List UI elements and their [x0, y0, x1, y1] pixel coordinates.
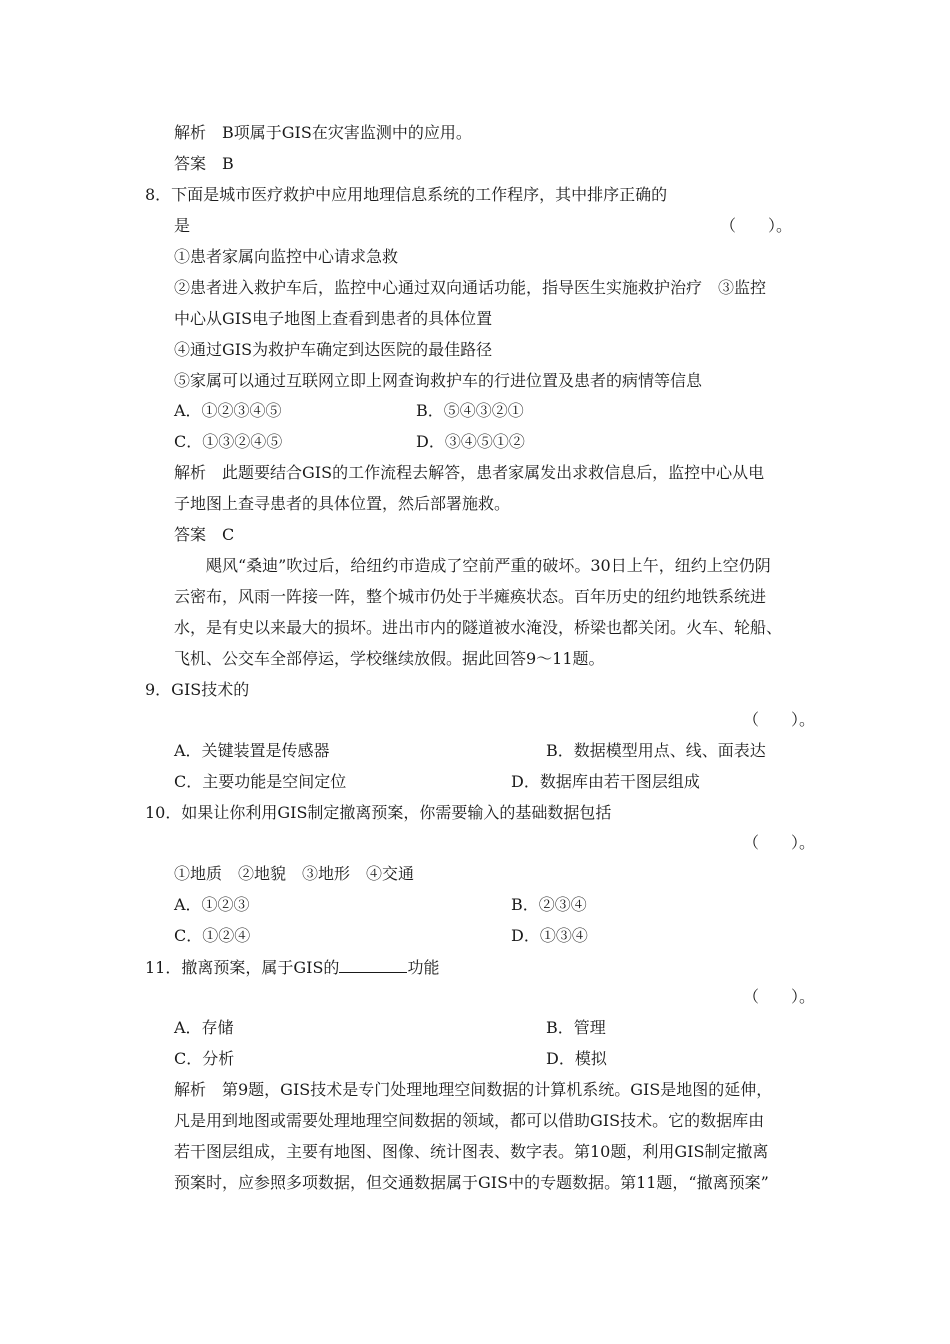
q9-11-analysis-line1: 解析 第9题，GIS技术是专门处理地理空间数据的计算机系统。GIS是地图的延伸，: [174, 1080, 773, 1099]
passage-line1: 飓风“桑迪”吹过后，给纽约市造成了空前严重的破坏。30日上午，纽约上空仍阴: [206, 556, 771, 575]
q10-stem: 10．如果让你利用GIS制定撤离预案，你需要输入的基础数据包括: [145, 803, 612, 822]
q8-step-1: ①患者家属向监控中心请求急救: [174, 247, 399, 266]
q8-step-4: ④通过GIS为救护车确定到达医院的最佳路径: [174, 340, 493, 359]
q8-step-5: ⑤家属可以通过互联网立即上网查询救护车的行进位置及患者的病情等信息: [174, 371, 703, 390]
q7-answer: 答案 B: [174, 154, 234, 173]
q10-option-b: B．②③④: [511, 895, 587, 914]
q9-answer-blank: （ ）。: [743, 710, 816, 729]
q9-option-c: C．主要功能是空间定位: [174, 772, 347, 791]
q9-option-a: A．关键装置是传感器: [174, 741, 330, 760]
q10-option-a: A．①②③: [174, 895, 250, 914]
q11-option-c: C．分析: [174, 1049, 235, 1068]
q9-option-b: B．数据模型用点、线、面表达: [546, 741, 766, 760]
q8-option-a: A．①②③④⑤: [174, 401, 282, 420]
q11-option-d: D．模拟: [546, 1049, 607, 1068]
passage-line3: 水，是有史以来最大的损坏。进出市内的隧道被水淹没，桥梁也都关闭。火车、轮船、: [174, 618, 783, 637]
q10-items: ①地质 ②地貌 ③地形 ④交通: [174, 864, 415, 883]
q11-option-a: A．存储: [174, 1018, 234, 1037]
q11-stem-after: 功能: [407, 958, 440, 977]
q10-option-d: D．①③④: [511, 926, 588, 945]
passage-line4: 飞机、公交车全部停运，学校继续放假。据此回答9～11题。: [174, 649, 605, 668]
q8-answer: 答案 C: [174, 525, 235, 544]
q8-analysis-line2: 子地图上查寻患者的具体位置，然后部署施救。: [174, 494, 511, 513]
q9-11-analysis-line2: 凡是用到地图或需要处理地理空间数据的领域，都可以借助GIS技术。它的数据库由: [174, 1111, 765, 1130]
q9-stem: 9．GIS技术的: [145, 680, 250, 699]
q11-answer-blank: （ ）。: [743, 987, 816, 1006]
q8-answer-blank: （ ）。: [720, 216, 793, 235]
q9-11-analysis-line3: 若干图层组成，主要有地图、图像、统计图表、数字表。第10题，利用GIS制定撤离: [174, 1142, 769, 1161]
q8-option-b: B．⑤④③②①: [416, 401, 524, 420]
q11-stem-before: 11．撤离预案，属于GIS的: [145, 958, 340, 977]
q10-option-c: C．①②④: [174, 926, 251, 945]
q8-stem-line1: 8．下面是城市医疗救护中应用地理信息系统的工作程序，其中排序正确的: [145, 185, 668, 204]
q8-analysis-line1: 解析 此题要结合GIS的工作流程去解答，患者家属发出求救信息后，监控中心从电: [174, 463, 765, 482]
q11-fill-blank: [339, 956, 407, 973]
q8-stem-line2: 是: [174, 216, 191, 235]
q9-option-d: D．数据库由若干图层组成: [511, 772, 700, 791]
q11-stem: [145, 956, 439, 978]
q10-answer-blank: （ ）。: [743, 833, 816, 852]
q9-11-analysis-line4: 预案时，应参照多项数据，但交通数据属于GIS中的专题数据。第11题，“撤离预案”: [174, 1173, 769, 1192]
q8-step-2-line1: ②患者进入救护车后，监控中心通过双向通话功能，指导医生实施救护治疗 ③监控: [174, 278, 767, 297]
q7-analysis: 解析 B项属于GIS在灾害监测中的应用。: [174, 123, 472, 142]
q8-option-d: D．③④⑤①②: [416, 432, 525, 451]
q8-step-2-line2: 中心从GIS电子地图上查看到患者的具体位置: [174, 309, 493, 328]
passage-line2: 云密布，风雨一阵接一阵，整个城市仍处于半瘫痪状态。百年历史的纽约地铁系统进: [174, 587, 767, 606]
q11-option-b: B．管理: [546, 1018, 606, 1037]
q8-option-c: C．①③②④⑤: [174, 432, 283, 451]
